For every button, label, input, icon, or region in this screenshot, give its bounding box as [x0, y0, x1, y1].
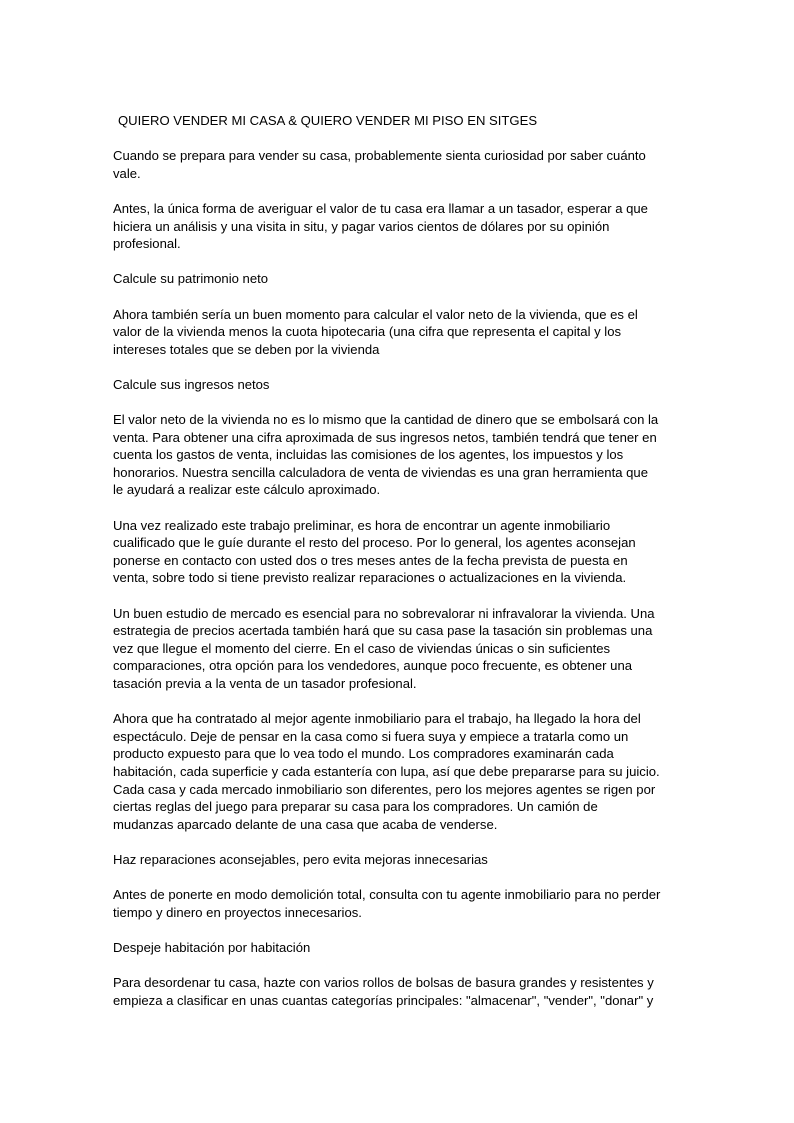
document-title: QUIERO VENDER MI CASA & QUIERO VENDER MI PISO EN SITGES: [118, 113, 538, 128]
heading-ingresos-netos: Calcule sus ingresos netos: [113, 376, 270, 392]
paragraph-espectaculo: Ahora que ha contratado al mejor agente inmobiliario para el trabajo, ha llegado la hora del espectáculo. Deje de pensar en la casa como si fuera suya y empiece a tratarla como un producto expuesto para que lo vea todo el mundo. Los compradores examinarán cada habitación, cada superficie y cada estantería con lupa, así que debe prepararse para su juicio. Cada casa y cada mercado inmobiliario son diferentes, pero los mejores agentes se rigen por ciertas reglas del juego para preparar su casa para los compradores. Un camión de mudanzas aparcado delante de una casa que acaba de venderse.: [113, 711, 660, 832]
paragraph-estudio-mercado: Un buen estudio de mercado es esencial para no sobrevalorar ni infravalorar la vivienda. Una estrategia de precios acertada también hará que su casa pase la tasación sin problemas una vez que llegue el momento del cierre. En el caso de viviendas únicas o sin suficientes comparaciones, otra opción para los vendedores, aunque poco frecuente, es obtener una tasación previa a la venta de un tasador profesional.: [113, 605, 655, 691]
paragraph-intro: Cuando se prepara para vender su casa, probablemente sienta curiosidad por saber cuánto vale.: [113, 148, 646, 181]
heading-despeje: Despeje habitación por habitación: [113, 939, 311, 955]
paragraph-agente: Una vez realizado este trabajo preliminar, es hora de encontrar un agente inmobiliario cualificado que le guíe durante el resto del proceso. Por lo general, los agentes aconsejan ponerse en contacto con usted dos o tres meses antes de la fecha prevista de puesta en venta, sobre todo si tiene previsto realizar reparaciones o actualizaciones en la vivienda.: [113, 517, 636, 586]
paragraph-desordenar: Para desordenar tu casa, hazte con varios rollos de bolsas de basura grandes y resistentes y empieza a clasificar en unas cuantas categorías principales: "almacenar", "vender", "donar" y: [113, 975, 654, 1008]
heading-patrimonio-neto: Calcule su patrimonio neto: [113, 271, 269, 287]
heading-reparaciones: Haz reparaciones aconsejables, pero evita mejoras innecesarias: [113, 851, 488, 867]
paragraph-ingresos-netos: El valor neto de la vivienda no es lo mismo que la cantidad de dinero que se embolsará con la venta. Para obtener una cifra aproximada de sus ingresos netos, también tendrá que tener en cuenta los gastos de venta, incluidas las comisiones de los agentes, los impuestos y los honorarios. Nuestra sencilla calculadora de venta de viviendas es una gran herramienta que le ayudará a realizar este cálculo aproximado.: [113, 412, 659, 498]
paragraph-demolicion: Antes de ponerte en modo demolición total, consulta con tu agente inmobiliario para no perder tiempo y dinero en proyectos innecesarios.: [113, 887, 661, 920]
paragraph-tasador: Antes, la única forma de averiguar el valor de tu casa era llamar a un tasador, esperar a que hiciera un análisis y una visita in situ, y pagar varios cientos de dólares por su opinión profesional.: [113, 200, 648, 252]
paragraph-valor-neto: Ahora también sería un buen momento para calcular el valor neto de la vivienda, que es el valor de la vivienda menos la cuota hipotecaria (una cifra que representa el capital y los intereses totales que se deben por la vivienda: [113, 306, 638, 357]
document-body: [113, 112, 661, 1009]
